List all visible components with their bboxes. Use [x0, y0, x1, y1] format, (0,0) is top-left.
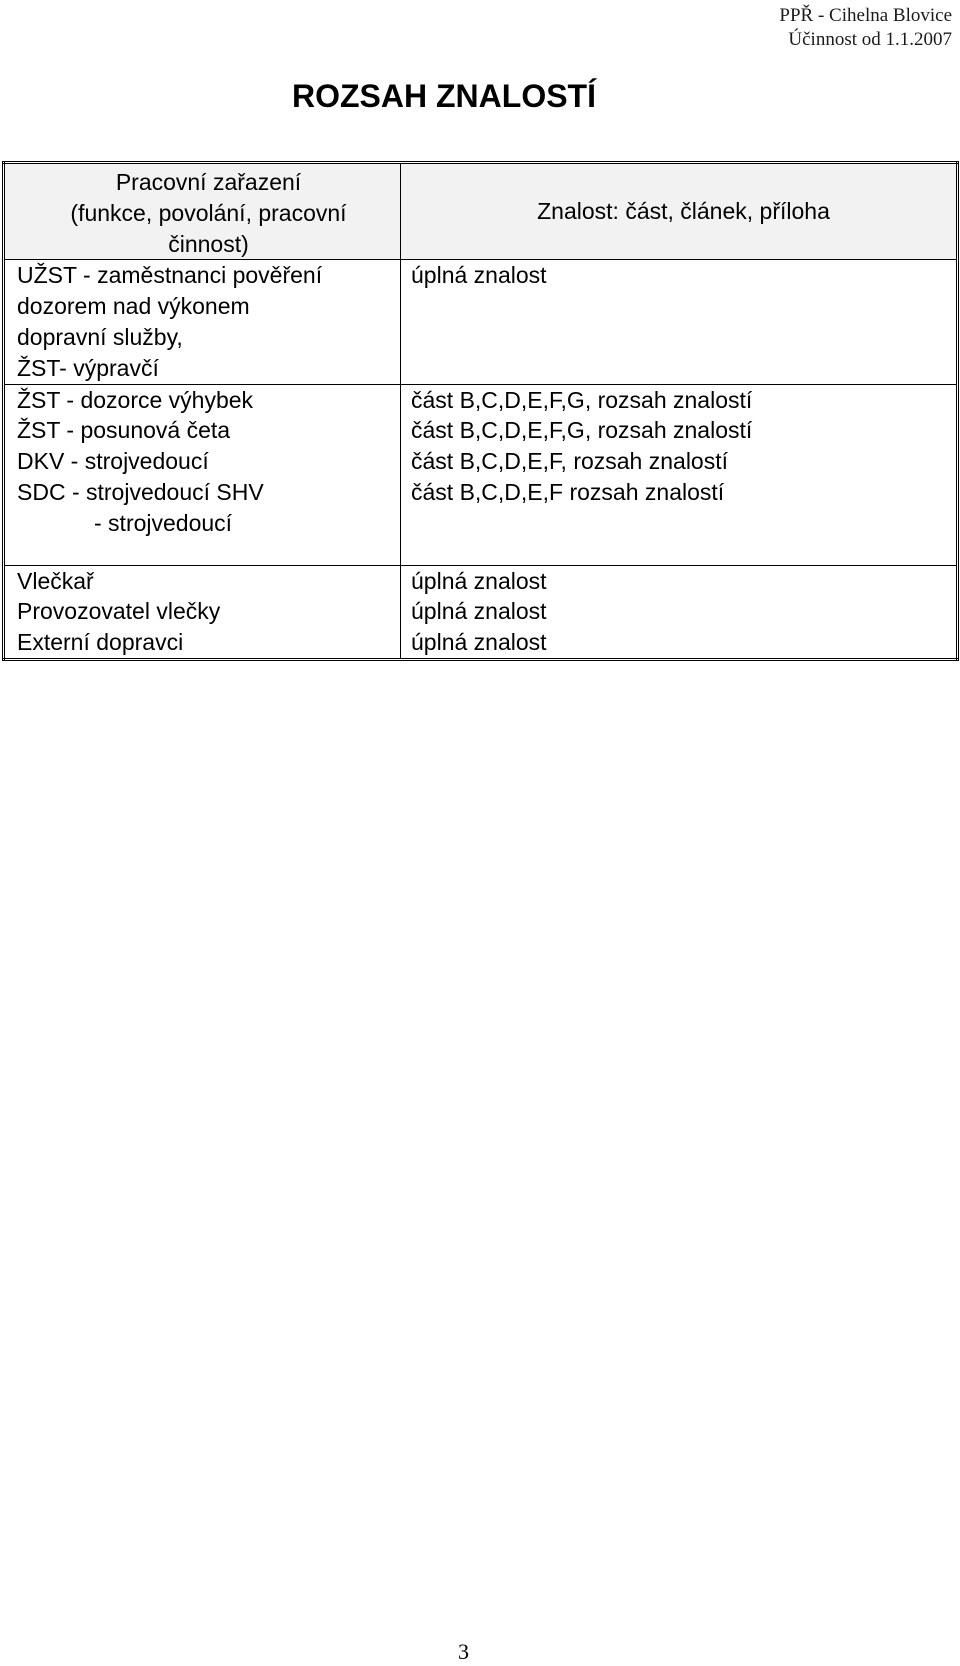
header-company: PPŘ - Cihelna Blovice: [779, 5, 952, 26]
document-header: [779, 4, 952, 52]
row2-position-cell: ŽST - dozorce výhybek ŽST - posunová četa DKV - strojvedoucí SDC - strojvedoucí SHV - strojvedoucí: [4, 384, 401, 565]
row1-knowledge-cell: úplná znalost: [401, 260, 958, 384]
table-row: [4, 260, 958, 384]
row3-knowledge-cell: úplná znalost úplná znalost úplná znalost: [401, 565, 958, 659]
row2-knowledge-cell: část B,C,D,E,F,G, rozsah znalostí část B,C,D,E,F,G, rozsah znalostí část B,C,D,E,F, rozsah znalostí část B,C,D,E,F rozsah znalostí: [401, 384, 958, 565]
header-effective-date: Účinnost od 1.1.2007: [788, 29, 952, 50]
page-number: 3: [458, 1639, 469, 1664]
header-cell-position: Pracovní zařazení (funkce, povolání, pracovní činnost): [4, 163, 401, 260]
table-row: [4, 565, 958, 659]
table-header-row: [4, 163, 958, 260]
row1-position-cell: UŽST - zaměstnanci pověření dozorem nad výkonem dopravní služby, ŽST- výpravčí: [4, 260, 401, 384]
knowledge-table: [2, 161, 959, 661]
page-title: ROZSAH ZNALOSTÍ: [292, 78, 596, 114]
table-row: [4, 384, 958, 565]
row3-position-cell: Vlečkař Provozovatel vlečky Externí dopravci: [4, 565, 401, 659]
header-cell-knowledge: Znalost: část, článek, příloha: [401, 163, 958, 260]
